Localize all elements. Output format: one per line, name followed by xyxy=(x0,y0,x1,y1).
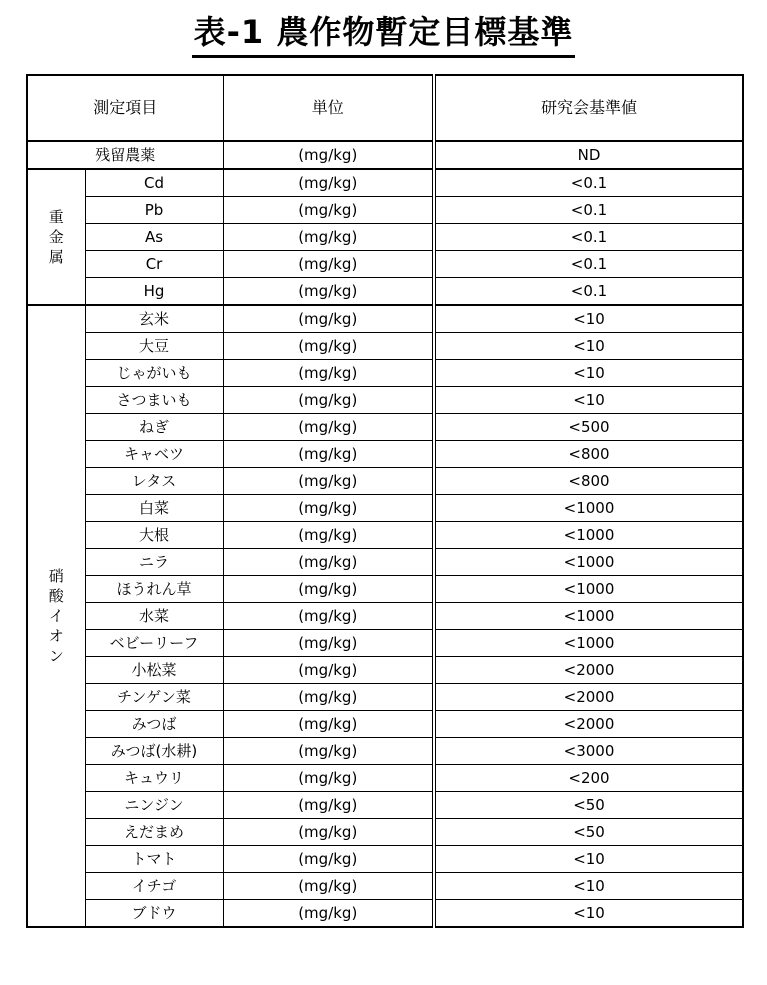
heavy-metal-item-cell: Hg xyxy=(85,278,223,306)
nitrate-value-cell: <10 xyxy=(434,846,743,873)
table-row xyxy=(27,333,743,360)
nitrate-unit-cell: (mg/kg) xyxy=(223,468,434,495)
nitrate-value-cell: <1000 xyxy=(434,495,743,522)
nitrate-value-cell: <500 xyxy=(434,414,743,441)
nitrate-unit-cell: (mg/kg) xyxy=(223,414,434,441)
nitrate-unit-cell: (mg/kg) xyxy=(223,387,434,414)
table-row xyxy=(27,522,743,549)
nitrate-item-cell: 大根 xyxy=(85,522,223,549)
table-row xyxy=(27,169,743,197)
heavy-metal-group-text: 重金属 xyxy=(48,208,64,266)
nitrate-group-label xyxy=(27,305,85,927)
heavy-metal-unit-cell: (mg/kg) xyxy=(223,224,434,251)
table-row xyxy=(27,873,743,900)
nitrate-value-cell: <1000 xyxy=(434,549,743,576)
nitrate-value-cell: <200 xyxy=(434,765,743,792)
table-row xyxy=(27,387,743,414)
table-row xyxy=(27,360,743,387)
header-value: 研究会基準値 xyxy=(434,75,743,141)
nitrate-value-cell: <10 xyxy=(434,900,743,928)
nitrate-group-text: 硝酸イオン xyxy=(48,567,64,665)
nitrate-unit-cell: (mg/kg) xyxy=(223,630,434,657)
nitrate-unit-cell: (mg/kg) xyxy=(223,333,434,360)
table-row xyxy=(27,305,743,333)
nitrate-item-cell: みつば xyxy=(85,711,223,738)
nitrate-unit-cell: (mg/kg) xyxy=(223,441,434,468)
heavy-metal-value-cell: <0.1 xyxy=(434,197,743,224)
nitrate-value-cell: <10 xyxy=(434,360,743,387)
nitrate-item-cell: キャベツ xyxy=(85,441,223,468)
nitrate-value-cell: <2000 xyxy=(434,684,743,711)
table-row xyxy=(27,549,743,576)
nitrate-value-cell: <10 xyxy=(434,873,743,900)
nitrate-unit-cell: (mg/kg) xyxy=(223,657,434,684)
table-row xyxy=(27,819,743,846)
header-row xyxy=(27,75,743,141)
nitrate-value-cell: <800 xyxy=(434,441,743,468)
nitrate-item-cell: 大豆 xyxy=(85,333,223,360)
nitrate-unit-cell: (mg/kg) xyxy=(223,819,434,846)
table-body xyxy=(27,141,743,927)
nitrate-item-cell: ねぎ xyxy=(85,414,223,441)
nitrate-value-cell: <2000 xyxy=(434,657,743,684)
nitrate-value-cell: <2000 xyxy=(434,711,743,738)
heavy-metal-item-cell: Cr xyxy=(85,251,223,278)
heavy-metal-group-label xyxy=(27,169,85,305)
heavy-metal-item-cell: Pb xyxy=(85,197,223,224)
pesticide-label: 残留農薬 xyxy=(27,141,223,169)
nitrate-unit-cell: (mg/kg) xyxy=(223,684,434,711)
header-item: 測定項目 xyxy=(27,75,223,141)
nitrate-item-cell: ニラ xyxy=(85,549,223,576)
nitrate-value-cell: <800 xyxy=(434,468,743,495)
heavy-metal-unit-cell: (mg/kg) xyxy=(223,197,434,224)
table-row xyxy=(27,414,743,441)
table-row xyxy=(27,657,743,684)
table-row xyxy=(27,684,743,711)
nitrate-item-cell: じゃがいも xyxy=(85,360,223,387)
nitrate-value-cell: <10 xyxy=(434,387,743,414)
table-row xyxy=(27,576,743,603)
table-row xyxy=(27,278,743,306)
nitrate-unit-cell: (mg/kg) xyxy=(223,603,434,630)
nitrate-item-cell: ベビーリーフ xyxy=(85,630,223,657)
nitrate-unit-cell: (mg/kg) xyxy=(223,711,434,738)
nitrate-value-cell: <10 xyxy=(434,305,743,333)
heavy-metal-value-cell: <0.1 xyxy=(434,251,743,278)
table-row xyxy=(27,441,743,468)
nitrate-value-cell: <1000 xyxy=(434,576,743,603)
nitrate-unit-cell: (mg/kg) xyxy=(223,522,434,549)
table-row xyxy=(27,711,743,738)
heavy-metal-value-cell: <0.1 xyxy=(434,224,743,251)
table-row xyxy=(27,224,743,251)
nitrate-item-cell: ニンジン xyxy=(85,792,223,819)
table-row xyxy=(27,603,743,630)
table-row xyxy=(27,495,743,522)
heavy-metal-unit-cell: (mg/kg) xyxy=(223,169,434,197)
standards-table xyxy=(26,74,744,928)
table-row xyxy=(27,846,743,873)
nitrate-unit-cell: (mg/kg) xyxy=(223,873,434,900)
nitrate-item-cell: イチゴ xyxy=(85,873,223,900)
nitrate-unit-cell: (mg/kg) xyxy=(223,495,434,522)
nitrate-unit-cell: (mg/kg) xyxy=(223,549,434,576)
nitrate-item-cell: 玄米 xyxy=(85,305,223,333)
nitrate-value-cell: <1000 xyxy=(434,522,743,549)
table-row xyxy=(27,765,743,792)
nitrate-value-cell: <1000 xyxy=(434,603,743,630)
nitrate-unit-cell: (mg/kg) xyxy=(223,900,434,928)
nitrate-unit-cell: (mg/kg) xyxy=(223,792,434,819)
page-title: 表-1 農作物暫定目標基準 xyxy=(192,10,576,58)
nitrate-value-cell: <10 xyxy=(434,333,743,360)
table-row xyxy=(27,197,743,224)
nitrate-item-cell: ブドウ xyxy=(85,900,223,928)
table-row xyxy=(27,792,743,819)
nitrate-item-cell: トマト xyxy=(85,846,223,873)
nitrate-item-cell: 白菜 xyxy=(85,495,223,522)
heavy-metal-item-cell: As xyxy=(85,224,223,251)
table-row xyxy=(27,468,743,495)
table-row xyxy=(27,738,743,765)
heavy-metal-value-cell: <0.1 xyxy=(434,169,743,197)
heavy-metal-unit-cell: (mg/kg) xyxy=(223,251,434,278)
pesticide-value: ND xyxy=(434,141,743,169)
nitrate-unit-cell: (mg/kg) xyxy=(223,576,434,603)
nitrate-unit-cell: (mg/kg) xyxy=(223,738,434,765)
nitrate-item-cell: ほうれん草 xyxy=(85,576,223,603)
nitrate-unit-cell: (mg/kg) xyxy=(223,305,434,333)
nitrate-item-cell: レタス xyxy=(85,468,223,495)
nitrate-item-cell: えだまめ xyxy=(85,819,223,846)
heavy-metal-value-cell: <0.1 xyxy=(434,278,743,306)
nitrate-value-cell: <1000 xyxy=(434,630,743,657)
table-row xyxy=(27,900,743,928)
header-unit: 単位 xyxy=(223,75,434,141)
nitrate-item-cell: キュウリ xyxy=(85,765,223,792)
nitrate-item-cell: みつば(水耕) xyxy=(85,738,223,765)
nitrate-value-cell: <3000 xyxy=(434,738,743,765)
table-row xyxy=(27,251,743,278)
nitrate-item-cell: 小松菜 xyxy=(85,657,223,684)
table-row xyxy=(27,630,743,657)
heavy-metal-unit-cell: (mg/kg) xyxy=(223,278,434,306)
nitrate-value-cell: <50 xyxy=(434,792,743,819)
nitrate-unit-cell: (mg/kg) xyxy=(223,846,434,873)
table-row-pesticide xyxy=(27,141,743,169)
heavy-metal-item-cell: Cd xyxy=(85,169,223,197)
nitrate-item-cell: チンゲン菜 xyxy=(85,684,223,711)
nitrate-unit-cell: (mg/kg) xyxy=(223,765,434,792)
nitrate-item-cell: さつまいも xyxy=(85,387,223,414)
pesticide-unit: (mg/kg) xyxy=(223,141,434,169)
nitrate-item-cell: 水菜 xyxy=(85,603,223,630)
nitrate-unit-cell: (mg/kg) xyxy=(223,360,434,387)
page-title-wrap xyxy=(0,10,767,62)
nitrate-value-cell: <50 xyxy=(434,819,743,846)
